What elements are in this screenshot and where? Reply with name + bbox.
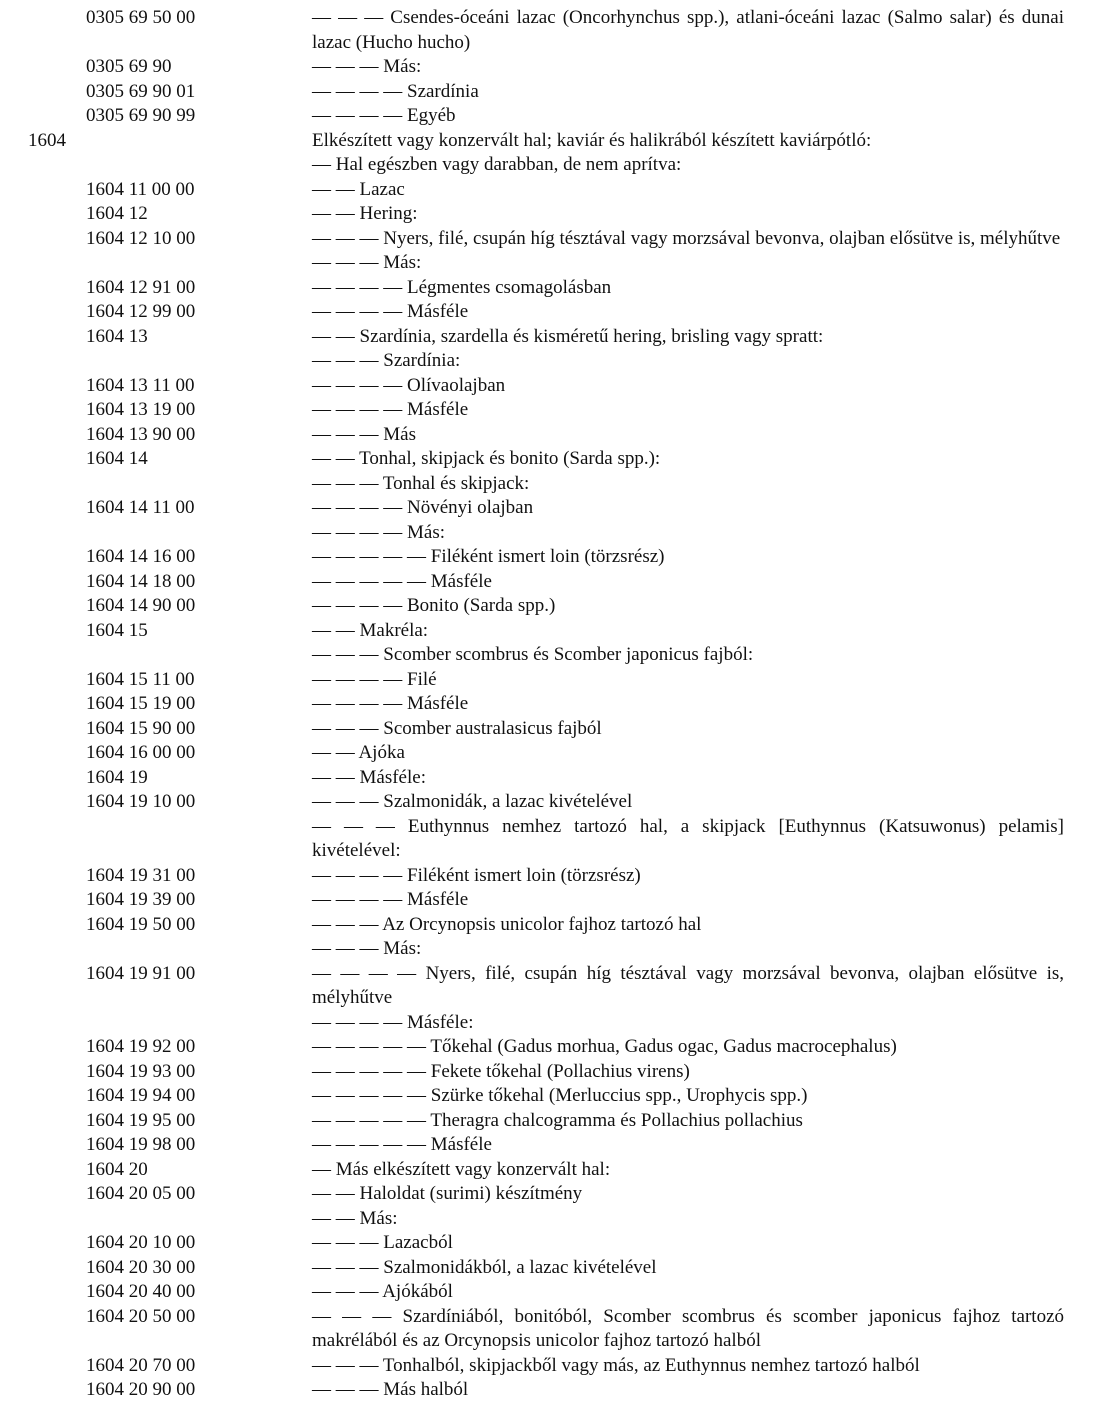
- cn-code: 1604 19 50 00: [86, 913, 196, 935]
- cn-code: 1604 12 91 00: [86, 276, 196, 298]
- cn-code: 1604 19: [86, 766, 148, 788]
- description: — — — Szardíniából, bonitóból, Scomber scombrus és scomber japonicus fajhoz tartozó makrélából és az Orcynopsis unicolor fajhoz tartozó halból: [312, 1305, 1064, 1351]
- description: — — — — Bonito (Sarda spp.): [312, 595, 556, 616]
- cn-code: 1604 19 92 00: [86, 1036, 196, 1057]
- description: — — — — Más:: [312, 521, 445, 543]
- description: — — — — Szardínia: [312, 80, 479, 102]
- description: — — — Más: [312, 423, 416, 445]
- cn-code: 1604 16 00 00: [86, 742, 196, 763]
- description: — — — — Filé: [312, 668, 437, 690]
- cn-code: 1604 19 39 00: [86, 889, 196, 910]
- description: — — Lazac: [312, 178, 405, 200]
- cn-code: 1604 15 19 00: [86, 693, 196, 714]
- description: — — — — — Filéként ismert loin (törzsrész): [312, 546, 665, 567]
- description: — — — — Másféle: [312, 301, 469, 322]
- cn-code: 1604 13 11 00: [86, 374, 195, 396]
- cn-code: 1604 20 30 00: [86, 1256, 196, 1278]
- cn-code: 1604 15 11 00: [86, 668, 195, 690]
- description: — — — — — Theragra chalcogramma és Pollachius pollachius: [312, 1109, 803, 1131]
- description: — — Hering:: [312, 203, 418, 224]
- description: — — — Szalmonidák, a lazac kivételével: [312, 791, 633, 812]
- description: — — — Az Orcynopsis unicolor fajhoz tartozó hal: [312, 913, 702, 935]
- cn-code: 1604 14 18 00: [86, 570, 196, 592]
- cn-code: 1604 15 90 00: [86, 717, 196, 739]
- description: — — — Scomber scombrus és Scomber japonicus fajból:: [312, 644, 754, 665]
- description: — — — — Másféle:: [312, 1011, 474, 1033]
- description: — — — Más:: [312, 56, 422, 77]
- description: — — — — — Másféle: [312, 1134, 492, 1155]
- description: — — — Euthynnus nemhez tartozó hal, a skipjack [Euthynnus (Katsuwonus) pelamis] kivételével:: [312, 815, 1064, 861]
- cn-code: 1604 12: [86, 203, 148, 224]
- cn-code: 1604 11 00 00: [86, 178, 195, 200]
- description: — — Tonhal, skipjack és bonito (Sarda spp.):: [312, 448, 661, 469]
- description: — — — Tonhalból, skipjackből vagy más, az Euthynnus nemhez tartozó halból: [312, 1354, 920, 1376]
- cn-code: 1604 12 10 00: [86, 227, 196, 249]
- cn-code: 0305 69 90: [86, 56, 172, 77]
- description: — — — — Nyers, filé, csupán híg tésztával vagy morzsával bevonva, olajban elősütve is, mélyhűtve: [312, 962, 1064, 1008]
- cn-code: 1604 13 19 00: [86, 399, 196, 420]
- cn-code: 1604 19 31 00: [86, 864, 196, 886]
- cn-code: 1604 20 70 00: [86, 1354, 196, 1376]
- description: — — — — Másféle: [312, 399, 469, 420]
- cn-code: 1604 12 99 00: [86, 301, 196, 322]
- description: — — — — Másféle: [312, 889, 469, 910]
- cn-code: 1604 19 98 00: [86, 1134, 196, 1155]
- description: — — — Szardínia:: [312, 350, 461, 371]
- description: — — Más:: [312, 1207, 398, 1229]
- cn-code: 1604 20 40 00: [86, 1281, 196, 1302]
- description: — — — — Egyéb: [312, 105, 456, 126]
- description: — — — Scomber australasicus fajból: [312, 717, 602, 739]
- description: — — — — Olívaolajban: [312, 374, 506, 396]
- description: — — — Tonhal és skipjack:: [312, 472, 530, 494]
- cn-code: 1604 14 16 00: [86, 546, 196, 567]
- cn-code: 1604 15: [86, 619, 148, 641]
- description: — — — Más halból: [312, 1379, 469, 1400]
- description: — Hal egészben vagy darabban, de nem aprítva:: [312, 154, 682, 175]
- cn-code: 1604 13: [86, 325, 148, 347]
- cn-code: 0305 69 90 99: [86, 105, 196, 126]
- cn-code: 1604 19 95 00: [86, 1109, 196, 1131]
- description: — — — — — Másféle: [312, 570, 492, 592]
- description: — — — Csendes-óceáni lazac (Oncorhynchus spp.), atlani-óceáni lazac (Salmo salar) és dunai lazac (Hucho hucho): [312, 7, 1064, 53]
- heading-number: 1604: [28, 129, 66, 151]
- description: — — — — Légmentes csomagolásban: [312, 276, 612, 298]
- description: — — — Lazacból: [312, 1232, 453, 1253]
- cn-code: 0305 69 50 00: [86, 7, 196, 28]
- description: — — — Más:: [312, 252, 422, 273]
- description: — Más elkészített vagy konzervált hal:: [312, 1158, 611, 1180]
- cn-code: 1604 19 10 00: [86, 791, 196, 812]
- cn-code: 1604 13 90 00: [86, 423, 196, 445]
- cn-code: 0305 69 90 01: [86, 80, 196, 102]
- description: — — — Nyers, filé, csupán híg tésztával vagy morzsával bevonva, olajban elősütve is, mélyhűtve: [312, 227, 1061, 249]
- cn-code: 1604 20 50 00: [86, 1305, 196, 1327]
- description: — — — — Filéként ismert loin (törzsrész): [312, 864, 641, 886]
- cn-code: 1604 19 94 00: [86, 1085, 196, 1106]
- description: — — — — — Tőkehal (Gadus morhua, Gadus ogac, Gadus macrocephalus): [312, 1036, 897, 1057]
- description: — — Haloldat (surimi) készítmény: [312, 1183, 583, 1204]
- cn-code: 1604 14 11 00: [86, 497, 195, 518]
- description: — — — Szalmonidákból, a lazac kivételével: [312, 1256, 657, 1278]
- description: — — — — — Szürke tőkehal (Merluccius spp., Urophycis spp.): [312, 1085, 808, 1106]
- description: — — Makréla:: [312, 619, 429, 641]
- description: — — Másféle:: [312, 766, 426, 788]
- description: — — — — Másféle: [312, 693, 469, 714]
- description: — — — Más:: [312, 938, 422, 959]
- cn-code: 1604 20 90 00: [86, 1379, 196, 1400]
- description: — — — — Növényi olajban: [312, 497, 534, 518]
- cn-code: 1604 20 10 00: [86, 1232, 196, 1253]
- description: — — — — — Fekete tőkehal (Pollachius virens): [312, 1060, 690, 1082]
- cn-code: 1604 20 05 00: [86, 1183, 196, 1204]
- cn-code: 1604 14 90 00: [86, 595, 196, 616]
- description: — — — Ajókából: [312, 1281, 453, 1302]
- cn-code: 1604 14: [86, 448, 148, 469]
- description: Elkészített vagy konzervált hal; kaviár és halikrából készített kaviárpótló:: [312, 129, 872, 151]
- description: — — Ajóka: [312, 742, 405, 763]
- cn-code: 1604 20: [86, 1158, 148, 1180]
- cn-code: 1604 19 93 00: [86, 1060, 196, 1082]
- cn-code: 1604 19 91 00: [86, 962, 196, 984]
- description: — — Szardínia, szardella és kisméretű hering, brisling vagy spratt:: [312, 325, 824, 347]
